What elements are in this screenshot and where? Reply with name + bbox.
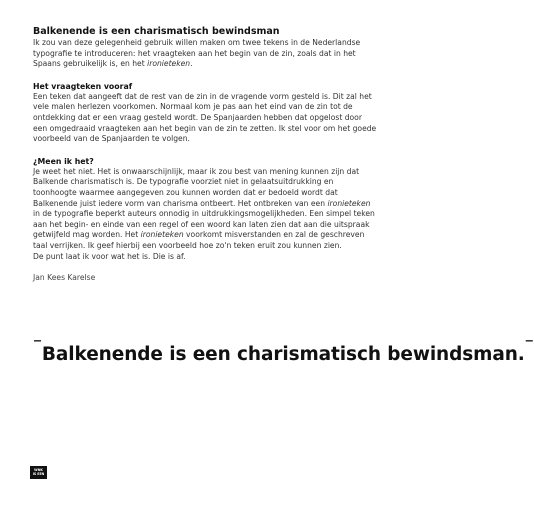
display-sentence — [33, 340, 534, 365]
section2-line: taal verrijken. Ik geef hierbij een voorbeeld hoe zo'n teken eruit zou kunnen zien. — [33, 240, 342, 250]
section2-italic-word: ironieteken — [327, 198, 371, 208]
intro-line — [33, 59, 393, 70]
section2-line-text: getwijfeld mag worden. Het — [33, 230, 141, 240]
section2-line: in de typografie beperkt auteurs onnodig in uitdrukkingsmogelijkheden. Een simpel teken — [33, 209, 375, 219]
irony-mark-close: ‾ — [525, 339, 533, 355]
article — [33, 25, 393, 284]
intro-italic-word: ironieteken — [147, 59, 191, 69]
section2-paragraph — [33, 167, 393, 262]
intro-line-text: Spaans gebruikelijk is, en het — [33, 59, 148, 69]
author-name: Jan Kees Karelse — [33, 273, 96, 283]
section1-line: een omgedraaid vraagteken aan het begin van de zin te zetten. Ik stel voor om het goede — [33, 123, 377, 133]
section1-line: ontdekking dat er een vraag gesteld wordt. De Spanjaarden hebben dat opgelost door — [33, 112, 362, 122]
intro-paragraph — [33, 38, 393, 70]
intro-line: typografie te introduceren: het vraagteken aan het begin van de zin, zoals dat in het — [33, 48, 356, 58]
section2-line — [33, 199, 393, 210]
logo-line: IS EEN — [32, 472, 45, 476]
section2-italic-word: ironieteken — [140, 230, 184, 240]
intro-tail: . — [190, 59, 193, 69]
section1-paragraph — [33, 92, 393, 145]
section1-line: voorbeeld van de Spanjaarden te volgen. — [33, 134, 190, 144]
section2-line — [33, 230, 393, 241]
section-heading-vraagteken: Het vraagteken vooraf — [33, 81, 133, 91]
section2-line: Je weet het niet. Het is onwaarschijnlijk, maar ik zou best van mening kunnen zijn dat — [33, 166, 360, 176]
logo-line: WNK — [34, 468, 43, 472]
section-heading-meen-ik-het: ¿Meen ik het? — [33, 156, 94, 166]
display-text: Balkenende is een charismatisch bewindsman. — [41, 344, 525, 365]
section2-line: toonhoogte waarmee aangegeven zou kunnen worden dat er bedoeld wordt dat — [33, 187, 338, 197]
section2-line: De punt laat ik voor wat het is. Die is af. — [33, 251, 186, 261]
irony-mark-open: ‾ — [34, 339, 41, 355]
article-title: Balkenende is een charismatisch bewindsman — [33, 26, 280, 37]
section2-line-text: Balkenende juist iedere vorm van charisma ontbeert. Het ontbreken van een — [33, 198, 328, 208]
section1-line: vele malen herlezen voorkomen. Normaal kom je pas aan het eind van de zin tot de — [33, 102, 353, 112]
section2-line: Balkende charismatisch is. De typografie voorziet niet in gelaatsuitdrukking en — [33, 177, 334, 187]
publisher-logo — [30, 466, 47, 479]
intro-line: Ik zou van deze gelegenheid gebruik willen maken om twee tekens in de Nederlandse — [33, 38, 361, 47]
section2-line-text: voorkomt misverstanden en zal de geschreven — [183, 230, 365, 240]
section2-line: aan het begin- en einde van een regel of een woord kan laten zien dat aan die uitspraak — [33, 219, 370, 229]
section1-line: Een teken dat aangeeft dat de rest van de zin in de vragende vorm gesteld is. Dit zal het — [33, 91, 372, 101]
